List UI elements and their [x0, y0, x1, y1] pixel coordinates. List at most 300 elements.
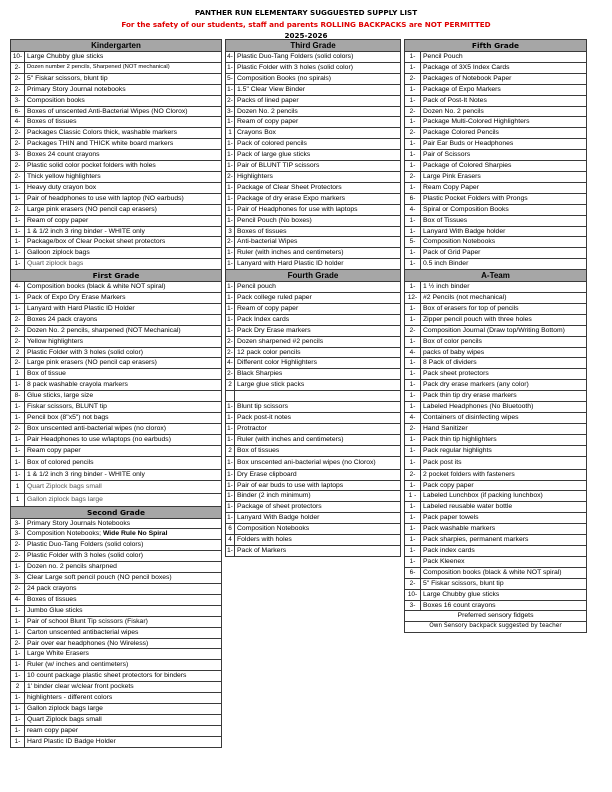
item-text: 0.5 inch Binder	[423, 260, 469, 268]
item-text: Quart ziplock bags	[27, 260, 84, 268]
section-header-first-grade	[11, 270, 222, 282]
item-quantity: 2-	[11, 325, 25, 336]
item-description	[421, 52, 587, 63]
item-text: #2 Pencils (not mechanical)	[423, 294, 507, 302]
item-description	[235, 106, 401, 117]
item-description	[421, 171, 587, 182]
supply-row	[226, 423, 401, 434]
item-quantity: 12-	[405, 293, 421, 304]
item-quantity: 2-	[11, 128, 25, 139]
item-text: Black Sharpies	[237, 370, 283, 378]
item-quantity: 2-	[11, 314, 25, 325]
item-quantity: 2	[226, 445, 235, 456]
supply-row	[405, 106, 587, 117]
item-text: Boxes 24 count crayons	[27, 151, 100, 159]
item-description	[421, 524, 587, 535]
item-text: Box unscented ani-bacterial wipes (no Clorox)	[237, 458, 376, 466]
supply-row	[405, 502, 587, 513]
item-description	[25, 445, 222, 456]
supply-row	[11, 347, 222, 358]
item-text: Labeled reusable water bottle	[423, 503, 513, 511]
supply-row	[11, 204, 222, 215]
supply-row	[226, 347, 401, 358]
item-quantity: 1-	[11, 380, 25, 391]
item-text: Heavy duty crayon box	[27, 183, 97, 191]
item-quantity: 4	[226, 535, 235, 546]
item-description	[235, 237, 401, 248]
item-description	[25, 128, 222, 139]
item-text: Packages THIN and THICK white board markers	[27, 140, 174, 148]
item-text: Anti-bacterial Wipes	[237, 238, 298, 246]
supply-row	[11, 303, 222, 314]
supply-row	[405, 347, 587, 358]
supply-row	[405, 336, 587, 347]
item-text: Boxes 16 count crayons	[423, 601, 496, 609]
item-quantity	[226, 391, 235, 402]
item-quantity: 1-	[405, 445, 421, 456]
item-quantity: 1-	[11, 616, 25, 627]
item-text: Boxes of tissues	[237, 227, 287, 235]
section-header-second-grade	[11, 506, 222, 518]
supply-row	[405, 402, 587, 413]
item-text: Boxes 24 pack crayons	[27, 315, 98, 323]
supply-row	[405, 567, 587, 578]
item-text: Folders with holes	[237, 536, 292, 544]
item-description	[25, 402, 222, 413]
item-description	[421, 456, 587, 469]
item-quantity: 1-	[405, 456, 421, 469]
supply-row	[11, 128, 222, 139]
item-quantity: 1-	[226, 259, 235, 270]
sensory-note: Preferred sensory fidgets	[405, 611, 587, 622]
item-quantity: 3-	[11, 150, 25, 161]
item-text: Large pink erasers (NO pencil cap erasers)	[27, 359, 157, 367]
supply-row	[405, 171, 587, 182]
item-text: Pack Dry Erase markers	[237, 326, 311, 334]
item-quantity: 1-	[11, 627, 25, 638]
supply-row	[405, 95, 587, 106]
item-quantity: 1-	[405, 182, 421, 193]
item-quantity: 2-	[405, 171, 421, 182]
supply-row	[405, 62, 587, 73]
item-description	[25, 456, 222, 469]
item-text: Jumbo Glue sticks	[27, 606, 83, 614]
supply-row	[11, 573, 222, 584]
supply-row	[226, 293, 401, 304]
section-title: Fourth Grade	[226, 270, 401, 282]
supply-row	[226, 358, 401, 369]
item-quantity: 1	[11, 369, 25, 380]
item-text: Labeled Lunchbox (if packing lunchbox)	[423, 492, 543, 500]
item-text: Primary Story Journal notebooks	[27, 85, 126, 93]
item-quantity: 1-	[226, 84, 235, 95]
item-text: 8 Pack of dividers	[423, 359, 477, 367]
item-quantity: 1-	[405, 215, 421, 226]
item-quantity: 1-	[226, 513, 235, 524]
supply-row	[11, 703, 222, 714]
item-text: Composition Notebooks	[237, 525, 310, 533]
section-header-kindergarten	[11, 40, 222, 52]
supply-row	[405, 150, 587, 161]
supply-row	[226, 314, 401, 325]
item-quantity: 1-	[226, 434, 235, 445]
item-quantity: 3	[226, 226, 235, 237]
item-description	[25, 736, 222, 747]
item-quantity: 1-	[226, 293, 235, 304]
item-quantity: 2-	[11, 84, 25, 95]
item-text: Blunt tip scissors	[237, 403, 288, 411]
item-quantity: 2-	[11, 139, 25, 150]
item-text: Package Colored Pencils	[423, 129, 499, 137]
item-description	[25, 204, 222, 215]
item-description	[235, 491, 401, 502]
item-text: Labeled Headphones (No Bluetooth)	[423, 403, 534, 411]
item-description	[235, 84, 401, 95]
supply-row	[11, 493, 222, 506]
item-quantity: 1-	[11, 259, 25, 270]
supply-row	[11, 627, 222, 638]
item-text: 1 & 1/2 inch 3 ring binder - WHITE only	[27, 470, 145, 478]
supply-row	[405, 282, 587, 293]
supply-row	[11, 736, 222, 747]
item-description	[25, 573, 222, 584]
supply-row	[226, 52, 401, 63]
item-description	[421, 347, 587, 358]
item-quantity: 1-	[226, 248, 235, 259]
item-text: 8 pack washable crayola markers	[27, 381, 128, 389]
item-description	[25, 682, 222, 693]
item-quantity: 1-	[11, 725, 25, 736]
item-description	[421, 117, 587, 128]
item-text: Composition Notebooks;	[27, 530, 103, 538]
supply-row	[405, 513, 587, 524]
supply-row	[405, 237, 587, 248]
item-quantity: 1-	[226, 161, 235, 172]
item-quantity: 2-	[405, 423, 421, 434]
item-text: ream copy paper	[27, 726, 79, 734]
item-text: Package Multi-Colored Highlighters	[423, 118, 530, 126]
item-description	[25, 62, 222, 73]
item-text: Spiral or Composition Books	[423, 205, 509, 213]
supply-table-5-ateam	[404, 39, 587, 633]
item-text: Crayons Box	[237, 129, 276, 137]
supply-row	[11, 540, 222, 551]
item-quantity: 2	[226, 380, 235, 391]
item-description	[235, 259, 401, 270]
supply-row	[226, 524, 401, 535]
item-quantity: 5-	[405, 237, 421, 248]
item-text: Highlighters	[237, 172, 273, 180]
item-description	[421, 73, 587, 84]
item-description	[25, 325, 222, 336]
supply-row	[11, 423, 222, 434]
rolling-backpack-warning: For the safety of our students, staff and parents ROLLING BACKPACKS are NOT PERMITTED	[121, 20, 491, 29]
item-text: Boxes of tissues	[27, 118, 77, 126]
item-quantity: 1-	[405, 524, 421, 535]
item-quantity: 1-	[226, 412, 235, 423]
supply-row	[11, 583, 222, 594]
supply-row	[11, 62, 222, 73]
supply-row	[11, 226, 222, 237]
supply-row	[11, 358, 222, 369]
item-description	[235, 204, 401, 215]
item-text: 5" Fiskar scissors, blunt tip	[27, 74, 108, 82]
item-quantity: 1-	[405, 282, 421, 293]
item-text: Gallon ziplock bags large	[27, 495, 103, 503]
item-description	[421, 491, 587, 502]
item-description	[421, 95, 587, 106]
item-quantity: 4-	[405, 413, 421, 424]
item-text: Composition books	[27, 96, 85, 104]
item-quantity: 1-	[11, 193, 25, 204]
item-quantity: 2-	[226, 95, 235, 106]
item-description	[421, 578, 587, 589]
item-description	[235, 445, 401, 456]
supply-row	[11, 215, 222, 226]
supply-row	[226, 535, 401, 546]
item-description	[421, 182, 587, 193]
item-description	[25, 714, 222, 725]
item-text: Lanyard With Badge holder	[423, 227, 506, 235]
item-description	[25, 660, 222, 671]
supply-row	[226, 182, 401, 193]
item-description	[421, 513, 587, 524]
item-quantity: 1-	[226, 423, 235, 434]
item-text: 24 pack crayons	[27, 584, 77, 592]
item-quantity: 2-	[405, 469, 421, 480]
supply-row	[405, 535, 587, 546]
supply-row	[226, 369, 401, 380]
item-text: Pack index cards	[423, 546, 475, 554]
item-quantity: 10-	[11, 52, 25, 63]
item-text: Lanyard with Hard Plastic ID holder	[237, 260, 344, 268]
supply-row	[405, 480, 587, 491]
note-row	[405, 611, 587, 622]
item-description	[235, 423, 401, 434]
supply-row	[405, 423, 587, 434]
supply-row	[226, 215, 401, 226]
supply-row	[405, 545, 587, 556]
item-quantity: 1-	[226, 303, 235, 314]
item-description	[421, 445, 587, 456]
item-description	[25, 161, 222, 172]
item-quantity: 1-	[226, 469, 235, 480]
item-description	[25, 540, 222, 551]
item-quantity: 1-	[226, 193, 235, 204]
supply-row	[11, 73, 222, 84]
supply-row	[11, 248, 222, 259]
item-description	[25, 605, 222, 616]
item-description	[25, 703, 222, 714]
item-quantity: 1-	[405, 226, 421, 237]
item-description	[25, 518, 222, 529]
item-description	[421, 413, 587, 424]
item-quantity: 1-	[405, 402, 421, 413]
item-description	[25, 649, 222, 660]
supply-row	[405, 413, 587, 424]
item-text: Primary Story Journals Notebooks	[27, 519, 131, 527]
supply-row	[226, 204, 401, 215]
section-title: A-Team	[405, 270, 587, 282]
item-quantity: 2-	[11, 161, 25, 172]
supply-row	[226, 282, 401, 293]
supply-row	[226, 391, 401, 402]
note-row	[405, 622, 587, 633]
supply-row	[226, 434, 401, 445]
supply-row	[11, 518, 222, 529]
item-quantity: 1-	[405, 369, 421, 380]
item-text: Hand Sanitizer	[423, 424, 468, 432]
item-description	[235, 193, 401, 204]
item-text: packs of baby wipes	[423, 348, 485, 356]
item-description	[25, 583, 222, 594]
supply-row	[226, 480, 401, 491]
supply-row	[405, 52, 587, 63]
item-text: Pair of headphones to use with laptop (NO earbuds)	[27, 194, 184, 202]
item-quantity: 1-	[226, 182, 235, 193]
supply-row	[226, 402, 401, 413]
supply-row	[11, 725, 222, 736]
item-quantity: 2-	[405, 73, 421, 84]
item-description	[25, 638, 222, 649]
item-description	[25, 693, 222, 704]
supply-row	[226, 128, 401, 139]
item-description	[235, 402, 401, 413]
supply-row	[11, 259, 222, 270]
item-text: Package of dry erase Expo markers	[237, 194, 346, 202]
item-text: Lanyard with Hard Plastic ID Holder	[27, 304, 135, 312]
item-quantity: 1-	[405, 358, 421, 369]
item-quantity: 6-	[405, 193, 421, 204]
item-description	[25, 423, 222, 434]
supply-row	[11, 551, 222, 562]
supply-row	[405, 117, 587, 128]
item-description	[235, 456, 401, 469]
item-quantity: 5-	[226, 73, 235, 84]
item-text: Large Chubby glue sticks	[423, 590, 500, 598]
item-description	[235, 182, 401, 193]
item-quantity: 1-	[405, 52, 421, 63]
item-description	[25, 562, 222, 573]
item-description	[421, 226, 587, 237]
item-description	[25, 493, 222, 506]
item-text: Large pink erasers (NO pencil cap erasers)	[27, 205, 157, 213]
item-description	[25, 671, 222, 682]
item-description	[421, 128, 587, 139]
supply-row	[405, 391, 587, 402]
item-text: Pack paper towels	[423, 514, 479, 522]
item-quantity: 2	[11, 682, 25, 693]
item-description	[235, 369, 401, 380]
item-description	[25, 73, 222, 84]
supply-row	[405, 434, 587, 445]
item-quantity: 1-	[405, 84, 421, 95]
item-description	[421, 480, 587, 491]
item-quantity: 1-	[405, 117, 421, 128]
supply-row	[226, 325, 401, 336]
sensory-note: Own Sensory backpack suggested by teacher	[405, 622, 587, 633]
item-description	[421, 84, 587, 95]
item-text: Pair of Headphones for use with laptops	[237, 205, 358, 213]
item-text: Large White Erasers	[27, 650, 89, 658]
item-quantity: 1-	[11, 402, 25, 413]
supply-row	[226, 545, 401, 556]
supply-row	[11, 52, 222, 63]
item-text: Lanyard With Badge holder	[237, 514, 320, 522]
item-description	[25, 84, 222, 95]
supply-row	[405, 491, 587, 502]
item-description	[421, 545, 587, 556]
item-quantity: 1-	[11, 182, 25, 193]
item-description	[235, 215, 401, 226]
supply-row	[11, 638, 222, 649]
supply-row	[405, 73, 587, 84]
supply-row	[226, 491, 401, 502]
supply-row	[226, 248, 401, 259]
supply-row	[11, 594, 222, 605]
item-quantity: 3-	[11, 95, 25, 106]
item-emphasis: Wide Rule No Spiral	[102, 530, 168, 538]
item-quantity: 1-	[11, 445, 25, 456]
item-description	[421, 62, 587, 73]
item-quantity: 6-	[11, 106, 25, 117]
section-title: Kindergarten	[11, 40, 222, 52]
item-description	[25, 117, 222, 128]
supply-row	[11, 139, 222, 150]
item-quantity: 1-	[405, 303, 421, 314]
item-description	[25, 171, 222, 182]
supply-row	[405, 161, 587, 172]
item-quantity: 4-	[11, 594, 25, 605]
item-description	[235, 150, 401, 161]
item-quantity: 1-	[226, 491, 235, 502]
item-description	[421, 423, 587, 434]
item-quantity: 2-	[11, 551, 25, 562]
item-description	[421, 391, 587, 402]
item-text: Pack dry erase markers (any color)	[423, 381, 529, 389]
item-quantity: 1-	[11, 226, 25, 237]
item-description	[235, 434, 401, 445]
item-text: Pack of Post-It Notes	[423, 96, 487, 104]
item-description	[235, 128, 401, 139]
item-quantity: 2-	[226, 336, 235, 347]
item-description	[421, 600, 587, 611]
item-text: Pair of school Blunt Tip scissors (Fiskar)	[27, 617, 148, 625]
item-quantity: 1-	[405, 139, 421, 150]
item-quantity: 1-	[11, 434, 25, 445]
item-text: Pack Kleenex	[423, 557, 465, 565]
item-quantity: 1	[11, 480, 25, 493]
item-text: Dozen No. 2 pencils	[423, 107, 484, 115]
item-text: Package of sheet protectors	[237, 503, 322, 511]
item-quantity: 4-	[11, 282, 25, 293]
item-text: Quart Ziplock bags small	[27, 715, 102, 723]
item-text: Plastic Duo-Tang Folders (solid colors)	[27, 541, 144, 549]
item-text: Gallon ziplock bags large	[27, 704, 103, 712]
supply-row	[11, 714, 222, 725]
school-year: 2025-2026	[284, 31, 328, 40]
item-quantity: 2-	[11, 336, 25, 347]
item-text: 12 pack color pencils	[237, 348, 301, 356]
item-quantity: 10-	[405, 589, 421, 600]
supply-row	[405, 325, 587, 336]
item-description	[421, 358, 587, 369]
item-text: Pack of Markers	[237, 546, 287, 554]
item-quantity: 4-	[226, 358, 235, 369]
item-quantity: 1-	[405, 259, 421, 270]
item-text: Pair of ear buds to use with laptops	[237, 481, 344, 489]
item-text: Composition books (black & white NOT spiral)	[423, 568, 562, 576]
